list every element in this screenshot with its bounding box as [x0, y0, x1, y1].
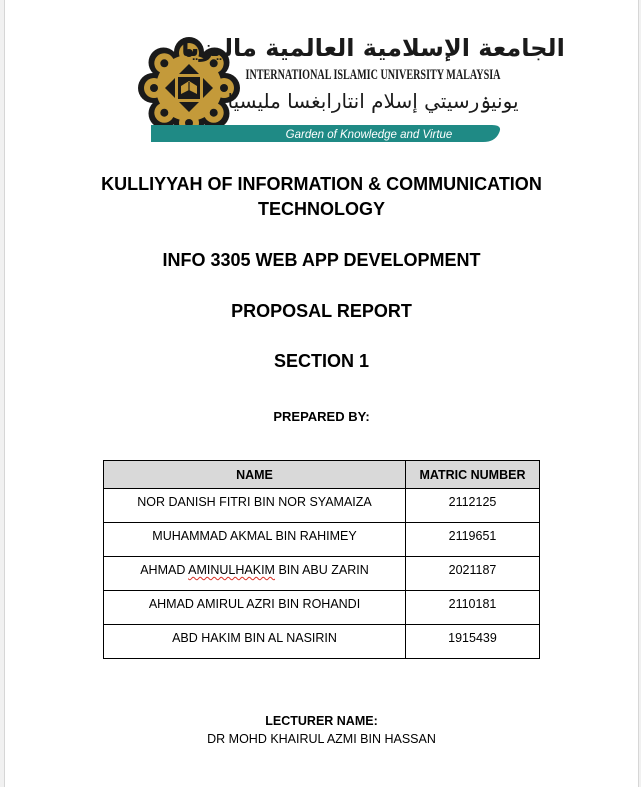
english-name: INTERNATIONAL ISLAMIC UNIVERSITY MALAYSIA [245, 67, 501, 83]
jawi-name: يونيۏرسيتي إسلام انتارابغسا مليسيا [227, 89, 519, 113]
column-header-name: NAME [104, 461, 406, 489]
tagline: Garden of Knowledge and Virtue [285, 129, 453, 141]
members-table [103, 460, 540, 659]
university-logo [137, 32, 565, 144]
member-name: NOR DANISH FITRI BIN NOR SYAMAIZA [104, 489, 406, 523]
member-matric: 2112125 [406, 489, 540, 523]
member-matric: 2110181 [406, 591, 540, 625]
column-header-matric: MATRIC NUMBER [406, 461, 540, 489]
table-row [104, 557, 540, 591]
member-name: ABD HAKIM BIN AL NASIRIN [104, 625, 406, 659]
arabic-name: الجامعة الإسلامية العالمية ماليزيا [181, 34, 565, 62]
kulliyyah-line-1: KULLIYYAH OF INFORMATION & COMMUNICATION [101, 174, 542, 194]
table-header-row [104, 461, 540, 489]
table-row [104, 625, 540, 659]
kulliyyah-line-2: TECHNOLOGY [257, 199, 385, 219]
table-row [104, 591, 540, 625]
spellcheck-flagged-word[interactable]: AMINULHAKIM [188, 563, 275, 577]
course-title: INFO 3305 WEB APP DEVELOPMENT [162, 250, 481, 270]
member-name: AHMAD AMIRUL AZRI BIN ROHANDI [104, 591, 406, 625]
lecturer-name: DR MOHD KHAIRUL AZMI BIN HASSAN [207, 732, 436, 746]
kulliyyah-title [5, 172, 638, 222]
document-page [4, 0, 639, 787]
table-row [104, 489, 540, 523]
section-title: SECTION 1 [273, 351, 370, 371]
prepared-by-label: PREPARED BY: [273, 409, 370, 424]
member-name-part: AHMAD [140, 563, 189, 577]
member-matric: 2119651 [406, 523, 540, 557]
member-matric: 1915439 [406, 625, 540, 659]
table-row [104, 523, 540, 557]
member-name-part: BIN ABU ZARIN [274, 563, 369, 577]
member-matric: 2021187 [406, 557, 540, 591]
member-name [104, 557, 406, 591]
member-name: MUHAMMAD AKMAL BIN RAHIMEY [104, 523, 406, 557]
iium-logo-svg [137, 32, 565, 144]
lecturer-label: LECTURER NAME: [265, 714, 378, 728]
report-title: PROPOSAL REPORT [231, 301, 412, 321]
